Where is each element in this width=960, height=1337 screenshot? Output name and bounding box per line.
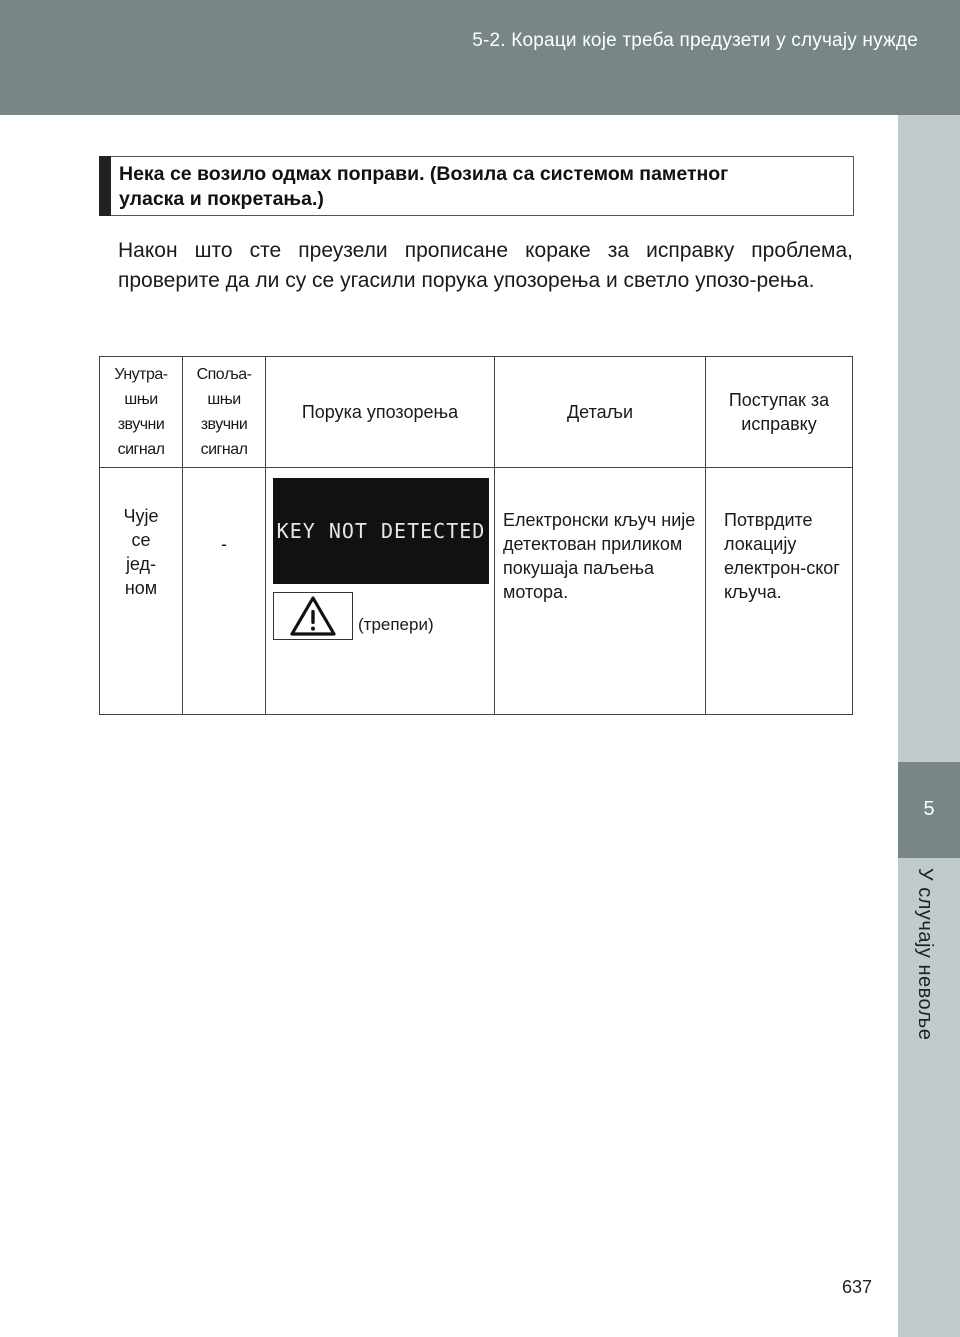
warning-table <box>99 356 853 715</box>
breadcrumb: 5-2. Кораци које треба предузети у случају нужде <box>472 30 918 51</box>
chapter-title: У случају невоље <box>914 868 936 1041</box>
intro-paragraph: Након што сте преузели прописане кораке за исправку проблема, проверите да ли су се угасили порука упозорења и светло упозо-рења. <box>118 239 853 292</box>
header-outer-buzzer: Споља-шњи звучни сигнал <box>183 357 266 468</box>
cell-remedy: Потврдите локацију електрон-ског кључа. <box>706 468 853 715</box>
display-text: KEY NOT DETECTED <box>276 519 486 543</box>
cell-warning-message <box>266 468 495 715</box>
section-title: Нека се возило одмах поправи. (Возила са системом паметног уласка и покретања.) <box>119 163 729 210</box>
warning-triangle-icon <box>273 592 353 640</box>
header-warning-message: Порука упозорења <box>266 357 495 468</box>
chapter-sidebar <box>898 115 960 1337</box>
display-screen <box>273 478 489 584</box>
cell-details: Електронски кључ није детектован приликом покушаја паљења мотора. <box>495 468 706 715</box>
table-row <box>100 468 853 715</box>
table-header-row <box>100 357 853 468</box>
section-heading <box>99 156 854 216</box>
header-remedy: Поступак за исправку <box>706 357 853 468</box>
heading-accent-bar <box>99 156 111 216</box>
header-inner-buzzer: Унутра-шњи звучни сигнал <box>100 357 183 468</box>
cell-outer-buzzer: - <box>183 468 266 715</box>
flash-note: (трепери) <box>358 615 434 634</box>
cell-inner-buzzer: Чује се јед-ном <box>100 468 183 715</box>
header-bar <box>0 0 960 115</box>
header-details: Детаљи <box>495 357 706 468</box>
page-number: 637 <box>842 1277 873 1297</box>
chapter-number: 5 <box>923 798 935 820</box>
